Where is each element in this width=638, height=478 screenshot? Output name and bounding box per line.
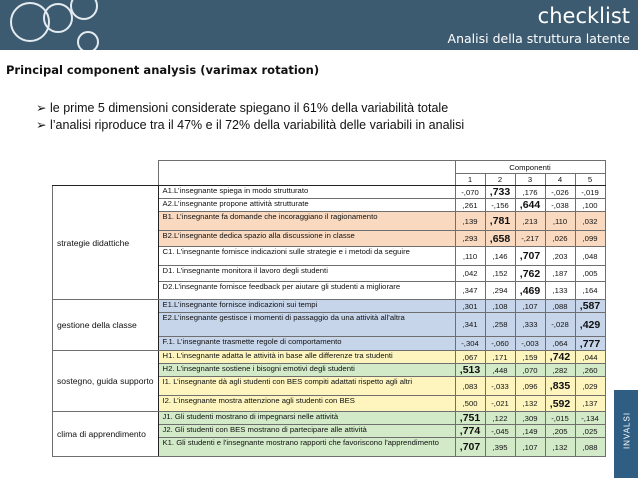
loading-value: ,395 xyxy=(485,438,515,457)
item-label: J2. Gli studenti con BES mostrano di partecipare alle attività xyxy=(158,425,455,438)
loading-value: ,096 xyxy=(515,377,545,396)
item-label: F.1. L’insegnante trasmette regole di comportamento xyxy=(158,337,455,351)
column-header: 5 xyxy=(575,174,605,186)
loading-value: -,015 xyxy=(545,412,575,425)
loading-value: -,003 xyxy=(515,337,545,351)
column-header: 1 xyxy=(455,174,485,186)
item-label: B2.L’insegnante dedica spazio alla discussione in classe xyxy=(158,231,455,247)
loading-value: ,088 xyxy=(545,300,575,313)
table-row xyxy=(53,351,606,364)
loading-value: ,176 xyxy=(515,186,545,199)
loading-value: ,203 xyxy=(545,247,575,266)
item-label: I2. L’insegnante mostra attenzione agli studenti con BES xyxy=(158,396,455,412)
decorative-circle xyxy=(70,0,98,20)
item-label: A2.L’insegnante propone attività strutturate xyxy=(158,199,455,212)
loading-value: ,294 xyxy=(485,282,515,300)
column-header: 4 xyxy=(545,174,575,186)
loading-value: ,774 xyxy=(455,425,485,438)
table-header-row xyxy=(53,161,606,174)
loading-value: -,019 xyxy=(575,186,605,199)
item-label: D2.L’insegnante fornisce feedback per aiutare gli studenti a migliorare xyxy=(158,282,455,300)
loading-value: -,134 xyxy=(575,412,605,425)
loading-value: -,045 xyxy=(485,425,515,438)
category-label: sostegno, guida supporto xyxy=(53,351,159,412)
title-banner xyxy=(0,0,638,50)
item-label: J1. Gli studenti mostrano di impegnarsi nelle attività xyxy=(158,412,455,425)
loading-value: -,033 xyxy=(485,377,515,396)
loading-value: ,099 xyxy=(575,231,605,247)
loading-value: ,107 xyxy=(515,300,545,313)
bullet-list xyxy=(36,100,464,134)
loading-value: ,048 xyxy=(575,247,605,266)
loading-value: ,110 xyxy=(455,247,485,266)
loading-value: ,164 xyxy=(575,282,605,300)
loading-value: ,029 xyxy=(575,377,605,396)
loading-value: -,060 xyxy=(485,337,515,351)
loading-value: ,777 xyxy=(575,337,605,351)
loading-value: ,500 xyxy=(455,396,485,412)
loading-value: ,187 xyxy=(545,266,575,282)
loading-value: ,107 xyxy=(515,438,545,457)
bullet-item xyxy=(36,117,464,134)
item-label: A1.L’insegnante spiega in modo strutturato xyxy=(158,186,455,199)
column-header: 2 xyxy=(485,174,515,186)
loading-value: -,304 xyxy=(455,337,485,351)
loading-value: ,347 xyxy=(455,282,485,300)
loading-value: ,067 xyxy=(455,351,485,364)
slide-title: checklist xyxy=(537,4,630,28)
loading-value: ,707 xyxy=(515,247,545,266)
loading-value: -,070 xyxy=(455,186,485,199)
arrow-bullet-icon: ➢ xyxy=(36,101,47,115)
item-label: H1. L’insegnante adatta le attività in base alle differenze tra studenti xyxy=(158,351,455,364)
loading-value: ,110 xyxy=(545,212,575,231)
item-label: E2.L’insegnante gestisce i momenti di passaggio da una attività all’altra xyxy=(158,313,455,337)
loading-value: ,592 xyxy=(545,396,575,412)
table-row xyxy=(53,300,606,313)
bullet-item xyxy=(36,100,464,117)
loading-value: ,132 xyxy=(515,396,545,412)
components-header: Componenti xyxy=(455,161,605,174)
item-label: I1. L’insegnante dà agli studenti con BES compiti adattati rispetto agli altri xyxy=(158,377,455,396)
column-header: 3 xyxy=(515,174,545,186)
loadings-table xyxy=(52,160,606,457)
loading-value: ,122 xyxy=(485,412,515,425)
loading-value: ,742 xyxy=(545,351,575,364)
loading-value: ,139 xyxy=(455,212,485,231)
loading-value: -,038 xyxy=(545,199,575,212)
loading-value: ,070 xyxy=(515,364,545,377)
section-title: Principal component analysis (varimax rotation) xyxy=(6,63,320,77)
loading-value: ,149 xyxy=(515,425,545,438)
loading-value: ,146 xyxy=(485,247,515,266)
loading-value: ,762 xyxy=(515,266,545,282)
loading-value: ,469 xyxy=(515,282,545,300)
loading-value: ,258 xyxy=(485,313,515,337)
loading-value: ,282 xyxy=(545,364,575,377)
decorative-circle xyxy=(77,31,99,50)
bullet-text: le prime 5 dimensioni considerate spiegano il 61% della variabilità totale xyxy=(50,101,449,115)
item-label: H2. L’insegnante sostiene i bisogni emotivi degli studenti xyxy=(158,364,455,377)
loading-value: ,064 xyxy=(545,337,575,351)
loading-value: ,781 xyxy=(485,212,515,231)
loading-value: ,132 xyxy=(545,438,575,457)
loading-value: ,108 xyxy=(485,300,515,313)
loading-value: ,448 xyxy=(485,364,515,377)
item-label: E1.L’insegnante fornisce indicazioni sui tempi xyxy=(158,300,455,313)
loading-value: ,341 xyxy=(455,313,485,337)
decorative-circle xyxy=(43,3,73,33)
loading-value: ,133 xyxy=(545,282,575,300)
loading-value: ,293 xyxy=(455,231,485,247)
arrow-bullet-icon: ➢ xyxy=(36,118,47,132)
loading-value: ,205 xyxy=(545,425,575,438)
table-row xyxy=(53,412,606,425)
loading-value: -,026 xyxy=(545,186,575,199)
loading-value: -,156 xyxy=(485,199,515,212)
loading-value: ,658 xyxy=(485,231,515,247)
loading-value: ,260 xyxy=(575,364,605,377)
loading-value: ,044 xyxy=(575,351,605,364)
loading-value: ,733 xyxy=(485,186,515,199)
item-label: D1. L’insegnante monitora il lavoro degli studenti xyxy=(158,266,455,282)
loading-value: ,213 xyxy=(515,212,545,231)
loading-value: ,309 xyxy=(515,412,545,425)
loading-value: ,088 xyxy=(575,438,605,457)
loading-value: ,159 xyxy=(515,351,545,364)
loading-value: ,083 xyxy=(455,377,485,396)
item-label: K1. Gli studenti e l'insegnante mostrano rapporti che favoriscono l'apprendimento xyxy=(158,438,455,457)
loading-value: ,301 xyxy=(455,300,485,313)
loading-value: ,032 xyxy=(575,212,605,231)
loading-value: ,026 xyxy=(545,231,575,247)
loading-value: ,152 xyxy=(485,266,515,282)
item-label: B1. L’insegnante fa domande che incoraggiano il ragionamento xyxy=(158,212,455,231)
loading-value: ,025 xyxy=(575,425,605,438)
loading-value: ,751 xyxy=(455,412,485,425)
loading-value: ,513 xyxy=(455,364,485,377)
loading-value: -,028 xyxy=(545,313,575,337)
invalsi-logo: INVALSI xyxy=(614,390,638,478)
loading-value: ,261 xyxy=(455,199,485,212)
loading-value: -,217 xyxy=(515,231,545,247)
loading-value: -,021 xyxy=(485,396,515,412)
table-row xyxy=(53,186,606,199)
loading-value: ,005 xyxy=(575,266,605,282)
loading-value: ,137 xyxy=(575,396,605,412)
loading-value: ,429 xyxy=(575,313,605,337)
loading-value: ,100 xyxy=(575,199,605,212)
loading-value: ,707 xyxy=(455,438,485,457)
loading-value: ,171 xyxy=(485,351,515,364)
bullet-text: l’analisi riproduce tra il 47% e il 72% della variabilità delle variabili in analisi xyxy=(50,118,465,132)
category-label: strategie didattiche xyxy=(53,186,159,300)
item-label: C1. L’insegnante fornisce indicazioni sulle strategie e i metodi da seguire xyxy=(158,247,455,266)
loading-value: ,644 xyxy=(515,199,545,212)
loading-value: ,835 xyxy=(545,377,575,396)
loading-value: ,333 xyxy=(515,313,545,337)
category-label: gestione della classe xyxy=(53,300,159,351)
slide-subtitle: Analisi della struttura latente xyxy=(447,31,630,46)
loading-value: ,587 xyxy=(575,300,605,313)
loading-value: ,042 xyxy=(455,266,485,282)
category-label: clima di apprendimento xyxy=(53,412,159,457)
